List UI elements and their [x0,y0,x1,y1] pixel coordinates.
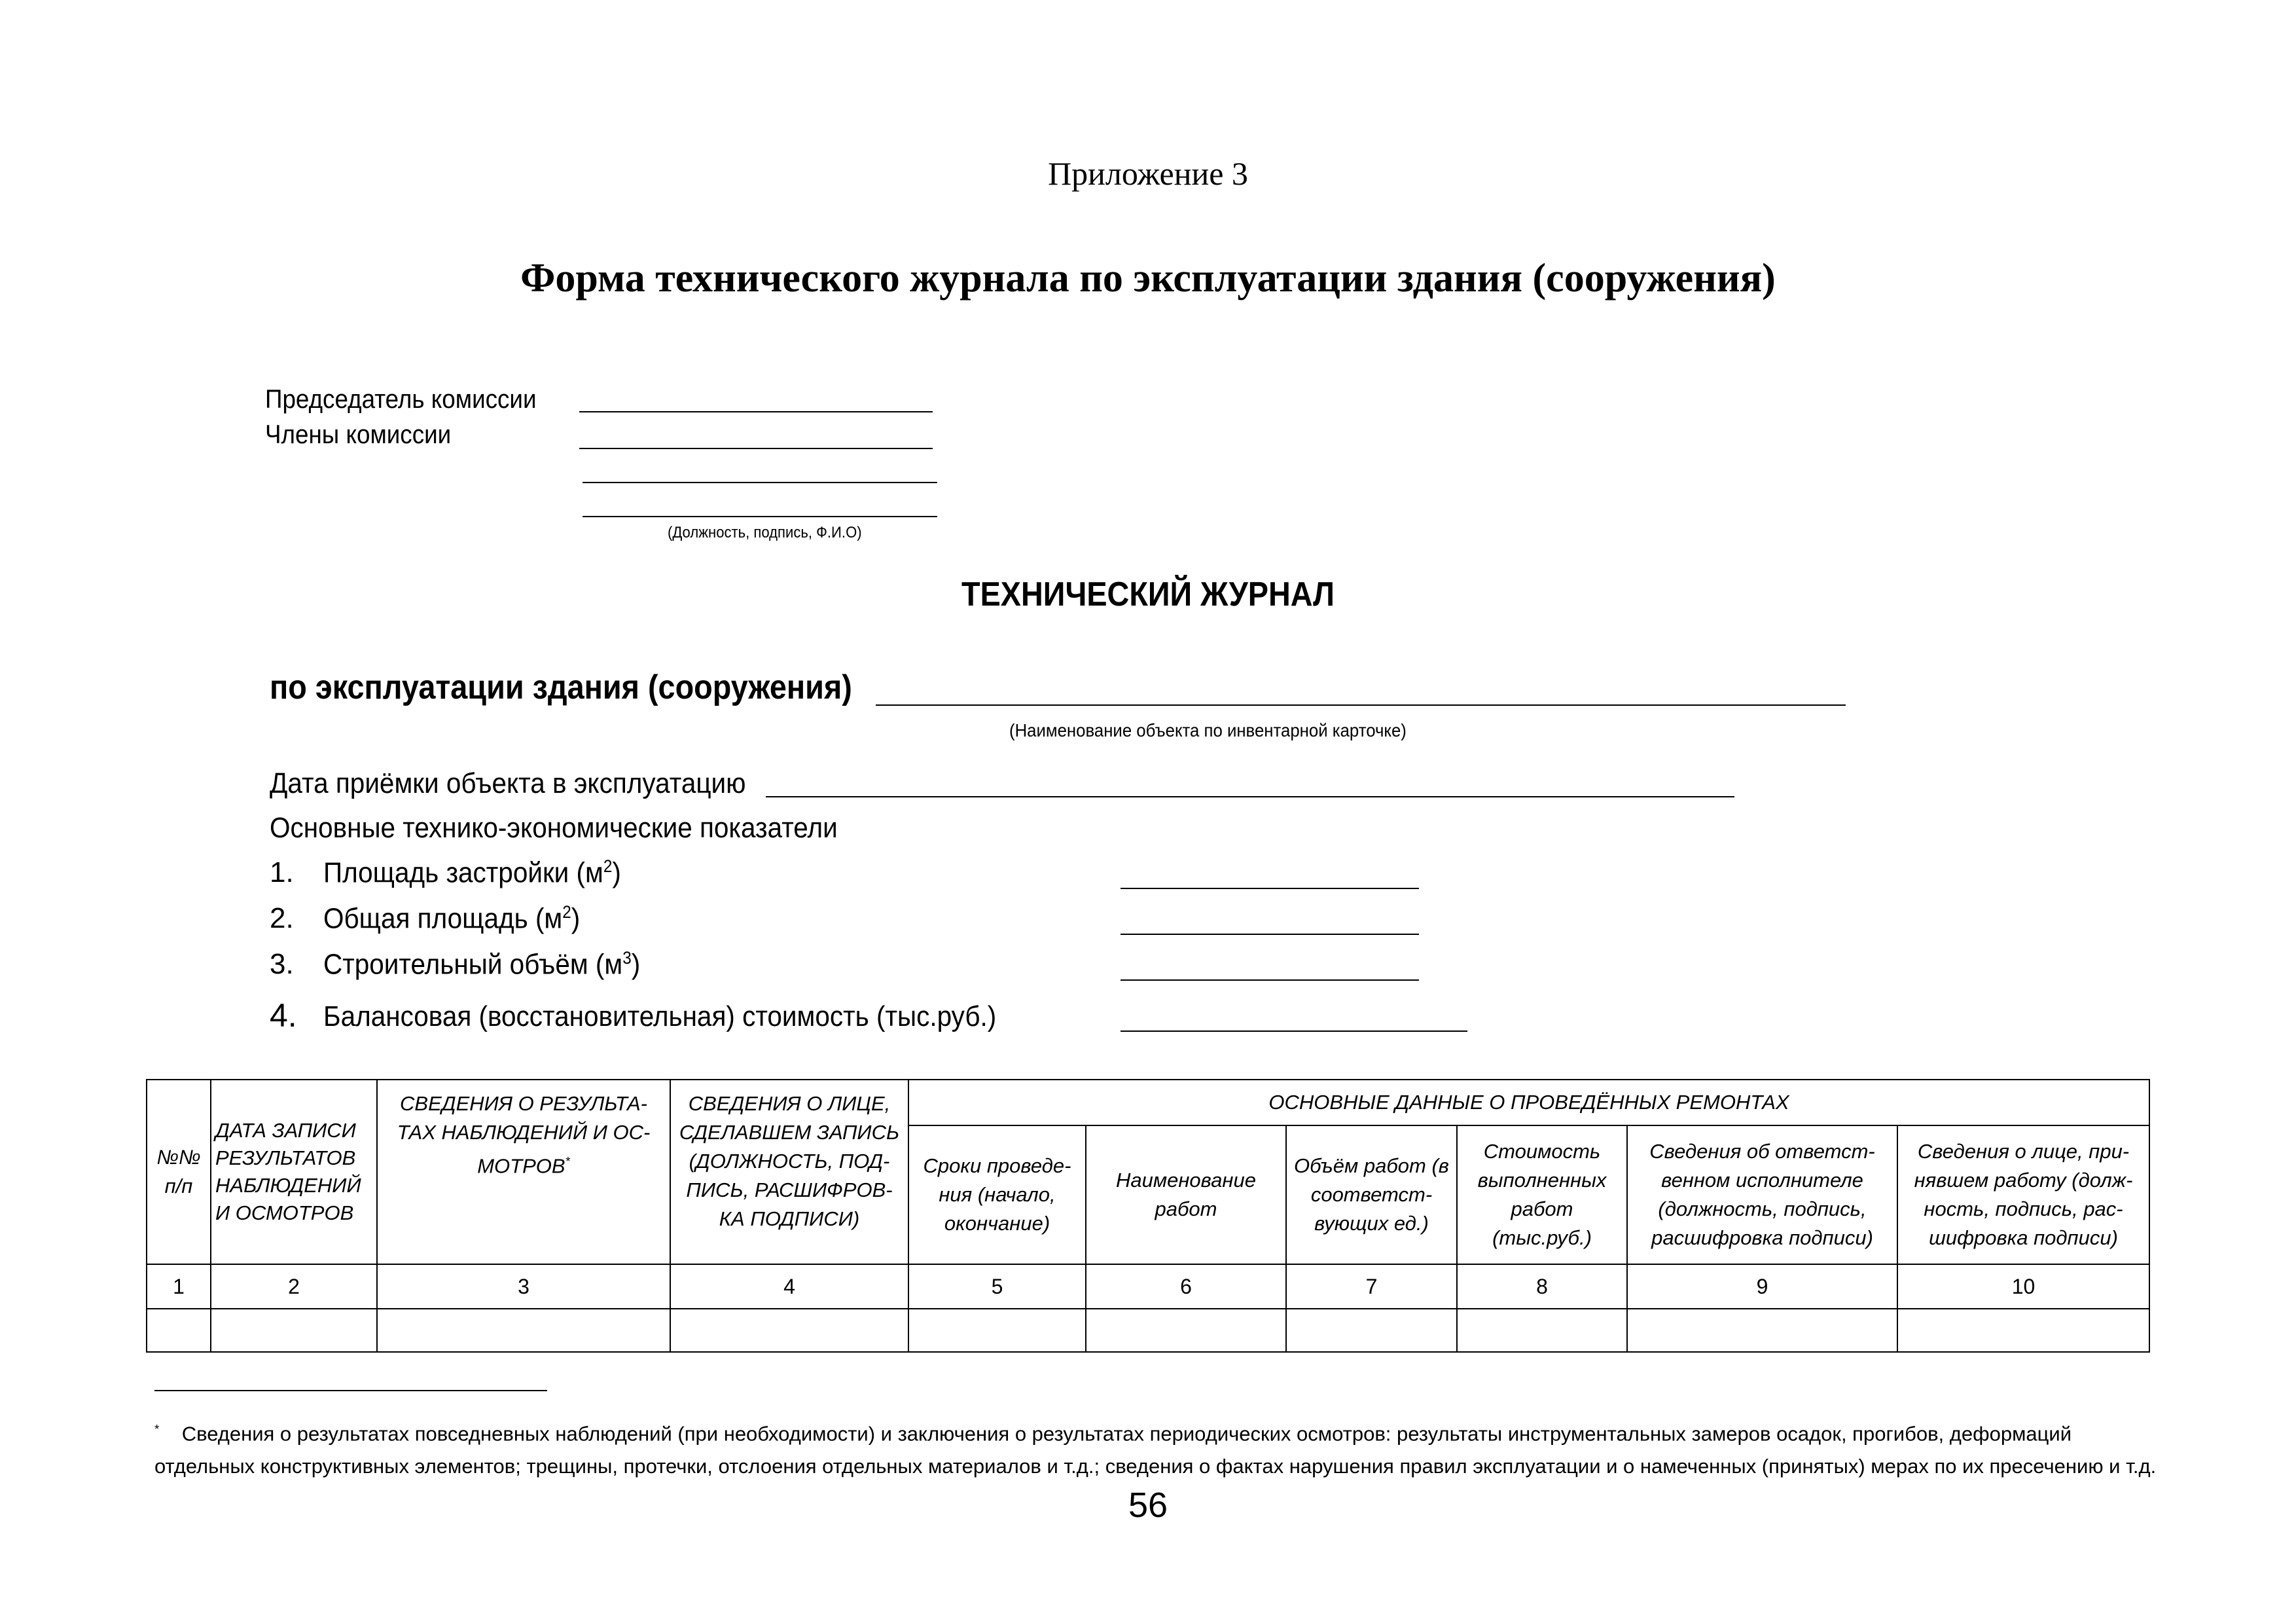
header-record-date: ДАТА ЗАПИСИ РЕЗУЛЬТАТОВ НАБЛЮДЕНИЙ И ОСМОТРОВ [211,1080,377,1264]
indicator-number: 2. [270,902,294,934]
footnote [154,1413,2157,1483]
member-signature-line-3[interactable] [583,516,937,517]
header-record-author: СВЕДЕНИЯ О ЛИЦЕ, СДЕЛАВШЕМ ЗАПИСЬ (ДОЛЖНОСТЬ, ПОД-ПИСЬ, РАСШИФРОВ-КА ПОДПИСИ) [670,1080,908,1264]
table-cell-empty[interactable] [1897,1309,2149,1352]
header-work-cost: Стоимость выполненных работ (тыс.руб.) [1457,1125,1627,1264]
footnote-mark: * [154,1422,160,1436]
members-label: Члены комиссии [265,420,452,449]
table-cell-empty[interactable] [1627,1309,1897,1352]
acceptance-date-label: Дата приёмки объекта в эксплуатацию [270,767,746,799]
indicator-value-line[interactable] [1121,979,1419,981]
footnote-text: Сведения о результатах повседневных наблюдений (при необходимости) и заключения о результатах периодических осмотров: результаты инструментальных замеров осадок, прогибов, деформаций отдельных конструктивных элементов; трещины, протечки, отслоения отдельных материалов и т.д.; сведения о фактах нарушения правил эксплуатации и о намеченных (принятых) мерах по их пресечению и т.д. [154,1422,2157,1478]
column-number: 4 [670,1264,908,1309]
journal-subtitle: по эксплуатации здания (сооружения) [270,668,852,706]
footnote-mark: * [565,1154,570,1168]
object-name-line[interactable] [876,704,1846,706]
member-signature-line-2[interactable] [583,482,937,483]
table-cell-empty[interactable] [908,1309,1086,1352]
chairman-label: Председатель комиссии [265,385,537,414]
header-work-name: Наименование работ [1086,1125,1286,1264]
object-caption: (Наименование объекта по инвентарной карточке) [1009,720,1407,740]
table-cell-empty[interactable] [1086,1309,1286,1352]
indicators-heading: Основные технико-экономические показатели [270,812,838,844]
indicator-number: 3. [270,948,294,980]
indicator-label: Балансовая (восстановительная) стоимость (тыс.руб.) [323,1000,997,1032]
column-number: 8 [1457,1264,1627,1309]
header-row-number: №№ п/п [147,1080,211,1264]
header-observation-results: СВЕДЕНИЯ О РЕЗУЛЬТА-ТАХ НАБЛЮДЕНИЙ И ОС-МОТРОВ* [377,1080,670,1264]
header-work-volume: Объём работ (в соответст-вующих ед.) [1286,1125,1457,1264]
header-repairs-group: ОСНОВНЫЕ ДАННЫЕ О ПРОВЕДЁННЫХ РЕМОНТАХ [908,1080,2149,1125]
member-signature-line-1[interactable] [579,448,933,449]
appendix-label: Приложение 3 [1048,155,1248,192]
column-number: 6 [1086,1264,1286,1309]
table-cell-empty[interactable] [147,1309,211,1352]
header-responsible-executor: Сведения об ответст-венном исполнителе (должность, подпись, расшифровка подписи) [1627,1125,1897,1264]
column-number: 1 [147,1264,211,1309]
indicator-number: 4. [270,997,297,1034]
column-number: 5 [908,1264,1086,1309]
indicator-label: Площадь застройки $(м^2)$ [323,856,621,889]
table-cell-empty[interactable] [377,1309,670,1352]
table-cell-empty[interactable] [211,1309,377,1352]
form-title: Форма технического журнала по эксплуатации здания (сооружения) [520,256,1776,301]
column-number: 10 [1897,1264,2149,1309]
column-number: 9 [1627,1264,1897,1309]
indicator-value-line[interactable] [1121,888,1419,889]
column-number: 2 [211,1264,377,1309]
signature-caption: (Должность, подпись, Ф.И.О) [668,524,862,541]
header-work-acceptor: Сведения о лице, при-нявшем работу (долж-ность, подпись, рас-шифровка подписи) [1897,1125,2149,1264]
table-cell-empty[interactable] [1286,1309,1457,1352]
footnote-divider [154,1390,547,1391]
journal-title: ТЕХНИЧЕСКИЙ ЖУРНАЛ [961,575,1335,613]
column-number: 7 [1286,1264,1457,1309]
indicator-number: 1. [270,856,294,888]
table-cell-empty[interactable] [670,1309,908,1352]
journal-table [146,1079,2150,1353]
column-number: 3 [377,1264,670,1309]
page-number: 56 [1128,1486,1168,1525]
indicator-value-line[interactable] [1121,934,1419,935]
header-repair-dates: Сроки проведе-ния (начало, окончание) [908,1125,1086,1264]
chairman-signature-line[interactable] [579,411,933,412]
acceptance-date-line[interactable] [766,796,1734,797]
table-cell-empty[interactable] [1457,1309,1627,1352]
indicator-label: Общая площадь $(м^2)$ [323,902,581,935]
indicator-label: Строительный объём $(м^3)$ [323,948,641,981]
indicator-value-line[interactable] [1121,1030,1467,1032]
